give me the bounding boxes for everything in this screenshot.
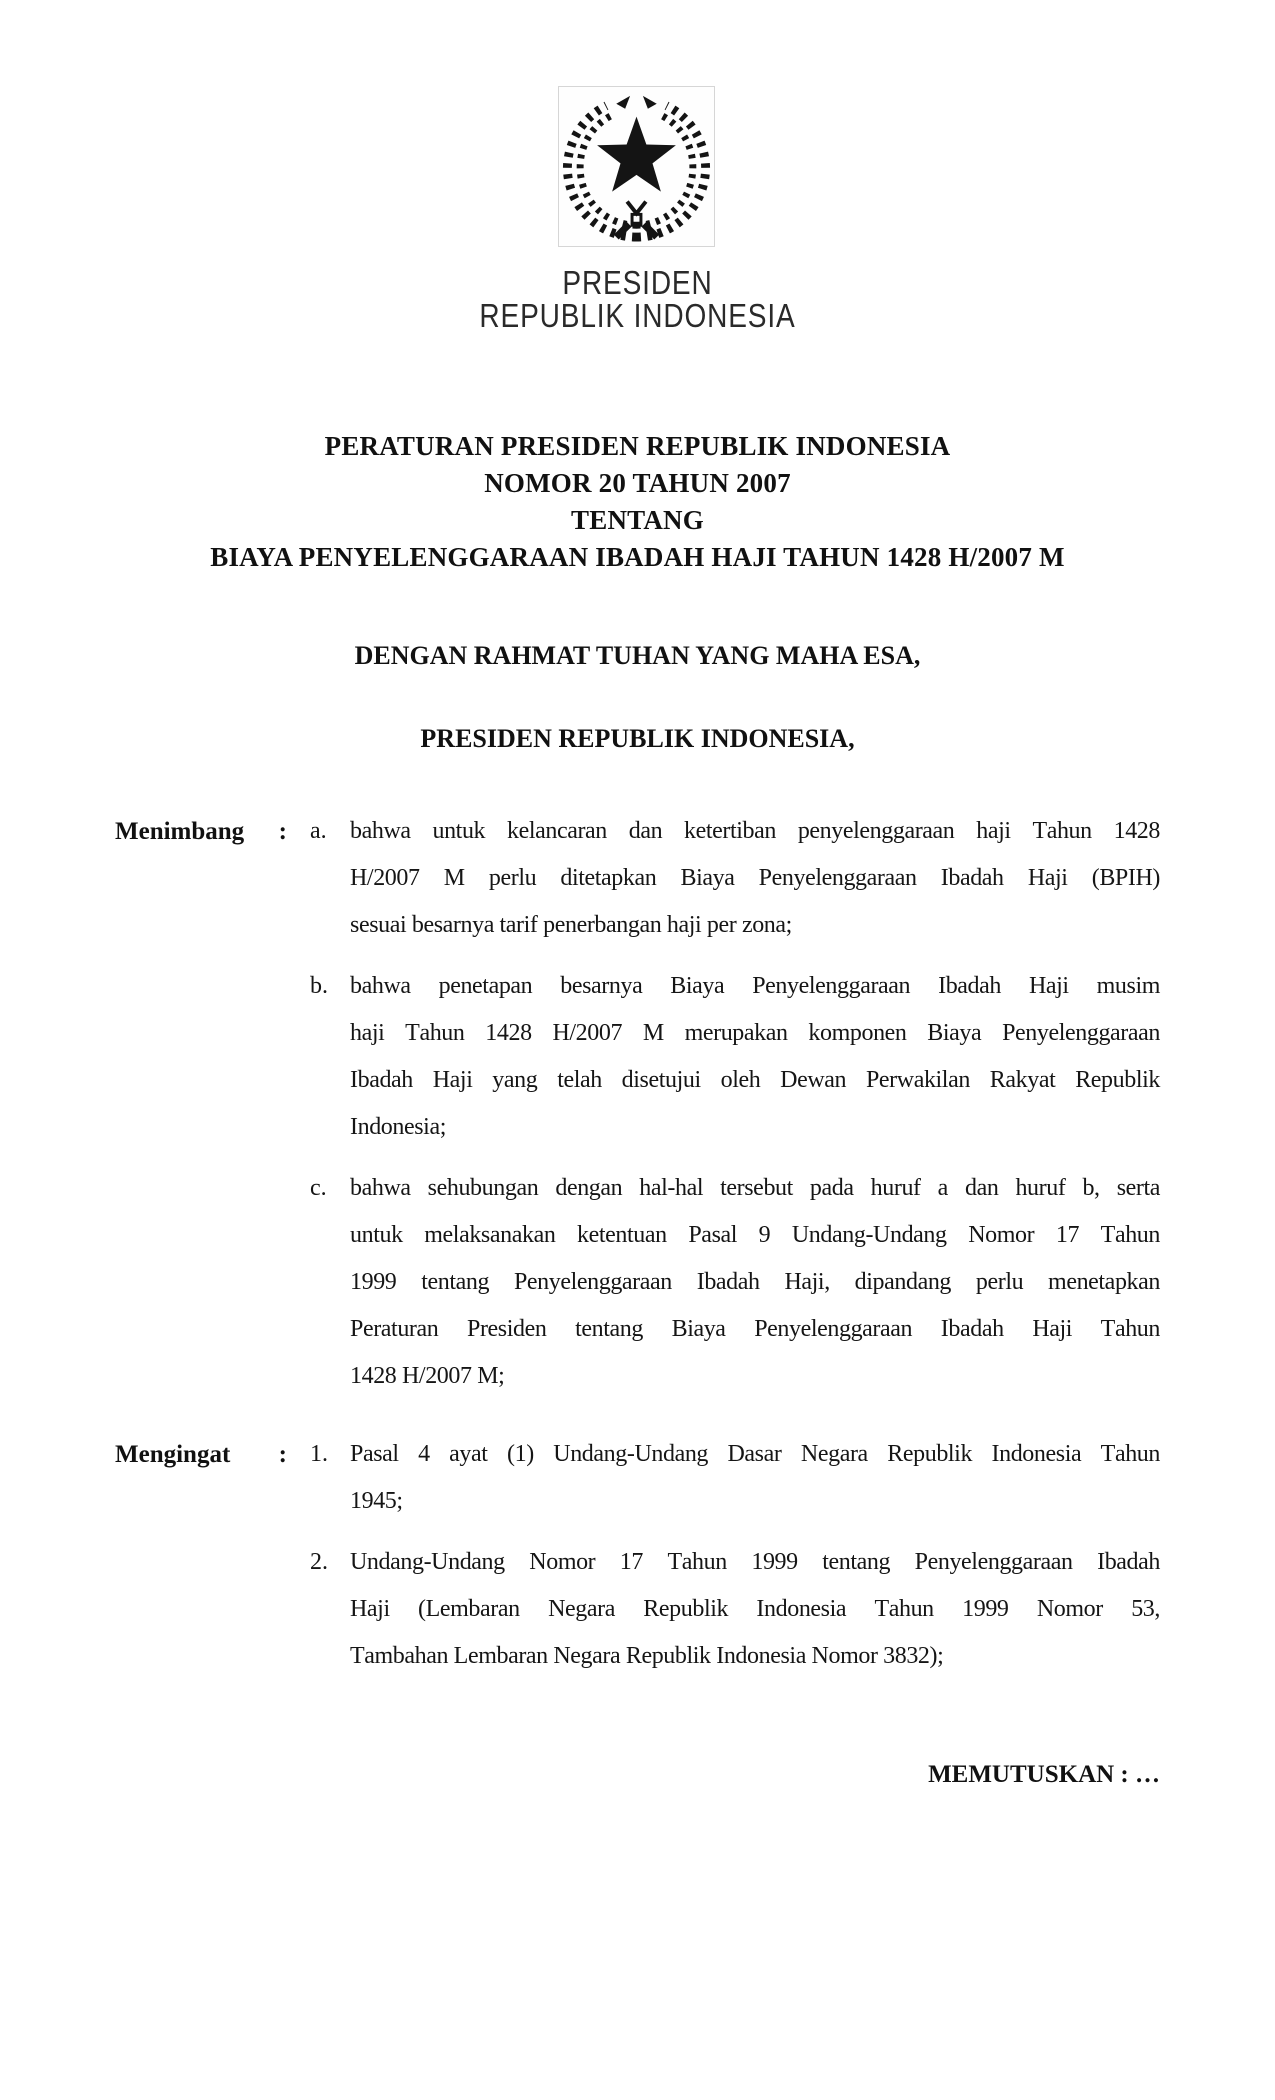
clause-item [287, 1165, 1160, 1400]
presidential-star-wreath-emblem [558, 86, 715, 247]
clause-text [350, 808, 1160, 949]
clause-text [350, 1165, 1160, 1400]
title-line: BIAYA PENYELENGGARAAN IBADAH HAJI TAHUN 1428 H/2007 M [210, 542, 1065, 572]
clause-marker: b. [310, 973, 328, 999]
clause-item [287, 1431, 1160, 1525]
title-line: TENTANG [571, 505, 704, 535]
clause-item [287, 1539, 1160, 1680]
considerations-label-word: Menimbang [115, 818, 245, 845]
clause-line: bahwa penetapan besarnya Biaya Penyelenggaraan Ibadah Haji musim [350, 973, 1160, 999]
clause-line: haji Tahun 1428 H/2007 M merupakan komponen Biaya Penyelenggaraan [350, 1020, 1160, 1046]
regulation-title [115, 428, 1160, 576]
considerations-clauses [287, 808, 1160, 1400]
clause-line: Tambahan Lembaran Negara Republik Indonesia Nomor 3832); [350, 1643, 944, 1669]
clause-line: 1999 tentang Penyelenggaraan Ibadah Haji, dipandang perlu menetapkan [350, 1269, 1160, 1295]
letterhead [193, 266, 1081, 332]
title-line: PERATURAN PRESIDEN REPUBLIK INDONESIA [324, 431, 951, 461]
legal-basis-section [115, 1431, 1160, 1680]
clause-line: bahwa untuk kelancaran dan ketertiban penyelenggaraan haji Tahun 1428 [350, 818, 1160, 844]
legal-basis-label-colon: : [278, 1441, 287, 1468]
clause-item [287, 808, 1160, 949]
legal-basis-label [115, 1431, 287, 1478]
considerations-label [115, 808, 287, 855]
clause-line: bahwa sehubungan dengan hal-hal tersebut pada huruf a dan huruf b, serta [350, 1175, 1160, 1201]
letterhead-line-republik-indonesia: REPUBLIK INDONESIA [479, 297, 796, 334]
decision-line: MEMUTUSKAN : … [928, 1761, 1160, 1788]
clause-line: Ibadah Haji yang telah disetujui oleh Dewan Perwakilan Rakyat Republik [350, 1067, 1160, 1093]
considerations-section [115, 808, 1160, 1400]
clause-marker: c. [310, 1175, 327, 1201]
clause-line: Undang-Undang Nomor 17 Tahun 1999 tentang Penyelenggaraan Ibadah [350, 1549, 1160, 1575]
star-wreath-graphic [559, 87, 714, 246]
considerations-label-colon: : [278, 818, 287, 845]
clause-marker: a. [310, 818, 327, 844]
clause-marker: 1. [310, 1441, 328, 1467]
clause-marker: 2. [310, 1549, 328, 1575]
authority-line: PRESIDEN REPUBLIK INDONESIA, [420, 724, 855, 753]
clause-line: untuk melaksanakan ketentuan Pasal 9 Undang-Undang Nomor 17 Tahun [350, 1222, 1160, 1248]
clause-line: Pasal 4 ayat (1) Undang-Undang Dasar Negara Republik Indonesia Tahun [350, 1441, 1160, 1467]
clause-line: H/2007 M perlu ditetapkan Biaya Penyelenggaraan Ibadah Haji (BPIH) [350, 865, 1160, 891]
clause-text [350, 1431, 1160, 1525]
clause-item [287, 963, 1160, 1151]
letterhead-line-presiden: PRESIDEN [562, 264, 713, 301]
clause-text [350, 963, 1160, 1151]
legal-basis-clauses [287, 1431, 1160, 1680]
clause-text [350, 1539, 1160, 1680]
title-line: NOMOR 20 TAHUN 2007 [484, 468, 791, 498]
clause-line: Haji (Lembaran Negara Republik Indonesia Tahun 1999 Nomor 53, [350, 1596, 1160, 1622]
clause-line: 1428 H/2007 M; [350, 1363, 505, 1389]
clause-line: Indonesia; [350, 1114, 446, 1140]
clause-line: Peraturan Presiden tentang Biaya Penyelenggaraan Ibadah Haji Tahun [350, 1316, 1160, 1342]
invocation-line: DENGAN RAHMAT TUHAN YANG MAHA ESA, [354, 641, 921, 670]
clause-line: 1945; [350, 1488, 403, 1514]
clause-line: sesuai besarnya tarif penerbangan haji per zona; [350, 912, 792, 938]
legal-basis-label-word: Mengingat [115, 1441, 231, 1468]
